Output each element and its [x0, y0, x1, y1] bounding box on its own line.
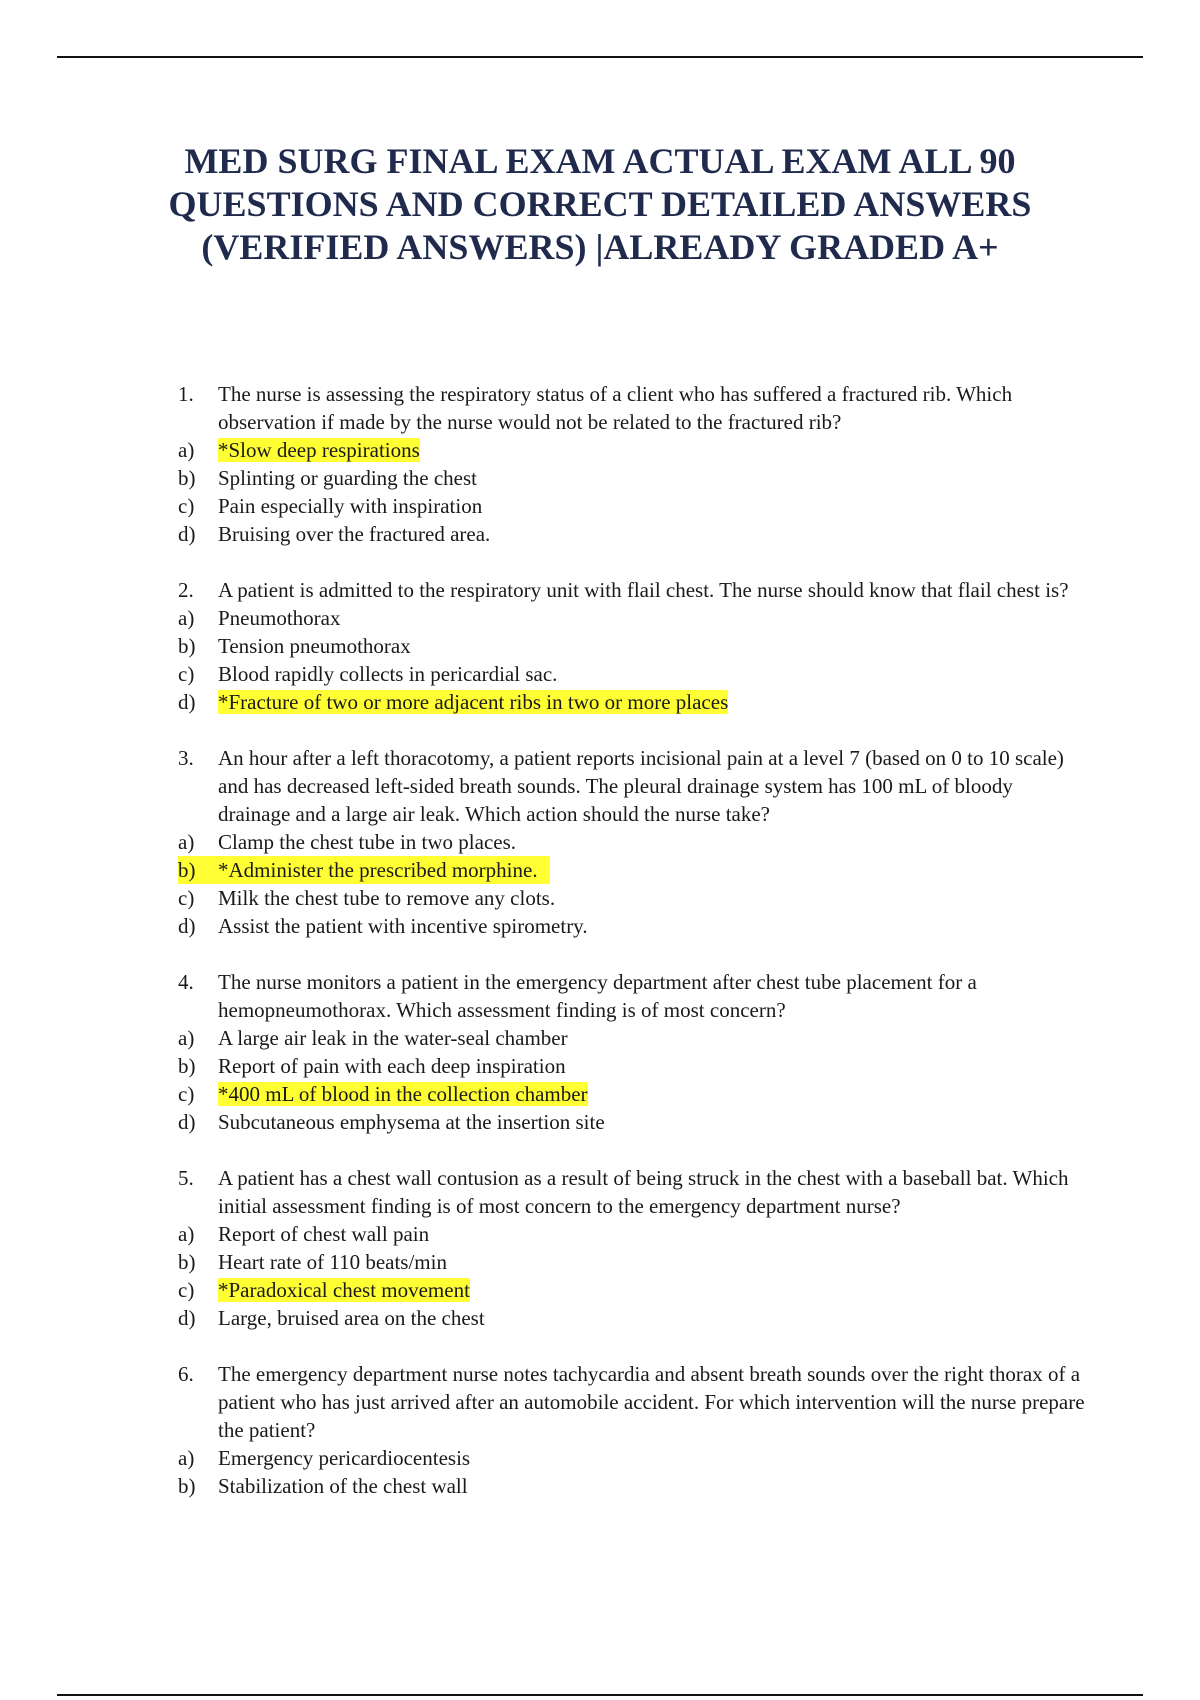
option-text: Pain especially with inspiration: [218, 494, 483, 518]
correct-answer-highlight: *400 mL of blood in the collection chamber: [218, 1082, 588, 1106]
answer-option: [178, 1444, 1088, 1472]
correct-answer-highlight: *Paradoxical chest movement: [218, 1278, 470, 1302]
option-text: Milk the chest tube to remove any clots.: [218, 886, 556, 910]
question-number: 1.: [178, 382, 194, 406]
option-text: Pneumothorax: [218, 606, 341, 630]
correct-answer-highlight: *Slow deep respirations: [218, 438, 420, 462]
option-text: Large, bruised area on the chest: [218, 1306, 485, 1330]
option-letter: d): [178, 1110, 196, 1134]
answer-option: [178, 884, 1088, 912]
option-text: Heart rate of 110 beats/min: [218, 1250, 447, 1274]
answer-options: [178, 1024, 1088, 1136]
answer-option: [178, 632, 1088, 660]
answer-option: [178, 436, 1088, 464]
answer-option: [178, 1220, 1088, 1248]
option-text: A large air leak in the water-seal chamber: [218, 1026, 568, 1050]
option-letter: c): [178, 1278, 195, 1302]
option-letter: d): [178, 522, 196, 546]
option-letter: a): [178, 438, 195, 462]
option-text: Clamp the chest tube in two places.: [218, 830, 517, 854]
option-letter: c): [178, 662, 195, 686]
question-text: A patient has a chest wall contusion as a result of being struck in the chest with a baseball bat. Which initial assessment finding is of most concern to the emergency department nurse?: [218, 1166, 1069, 1218]
question-text: The nurse is assessing the respiratory status of a client who has suffered a fractured rib. Which observation if made by the nurse would not be related to the fractured rib?: [218, 382, 1013, 434]
answer-option: [178, 1080, 1088, 1108]
option-letter: b): [178, 466, 196, 490]
option-letter: d): [178, 1306, 196, 1330]
question-1: [178, 380, 1088, 548]
question-stem: [178, 576, 1088, 604]
option-letter: d): [178, 914, 196, 938]
question-number: 3.: [178, 746, 194, 770]
question-stem: [178, 968, 1088, 1024]
question-6: [178, 1360, 1088, 1500]
option-text: Stabilization of the chest wall: [218, 1474, 468, 1498]
option-letter: c): [178, 1082, 195, 1106]
question-stem: [178, 1360, 1088, 1444]
question-5: [178, 1164, 1088, 1332]
answer-option: [178, 1276, 1088, 1304]
answer-options: [178, 436, 1088, 548]
option-letter: b): [178, 1054, 196, 1078]
question-number: 5.: [178, 1166, 194, 1190]
option-letter: d): [178, 690, 196, 714]
option-text: Tension pneumothorax: [218, 634, 411, 658]
answer-options: [178, 828, 1088, 940]
answer-options: [178, 604, 1088, 716]
answer-options: [178, 1220, 1088, 1332]
answer-option: [178, 828, 1088, 856]
option-letter: a): [178, 606, 195, 630]
correct-answer-option: [178, 856, 1088, 884]
option-letter: a): [178, 830, 195, 854]
question-text: The nurse monitors a patient in the emergency department after chest tube placement for a hemopneumothorax. Which assessment finding is of most concern?: [218, 970, 977, 1022]
option-text: Report of pain with each deep inspiration: [218, 1054, 566, 1078]
answer-option: [178, 688, 1088, 716]
option-letter: b): [178, 634, 196, 658]
option-letter: c): [178, 494, 195, 518]
title-line: QUESTIONS AND CORRECT DETAILED ANSWERS: [168, 184, 1032, 224]
correct-answer-highlight: *Fracture of two or more adjacent ribs in two or more places: [218, 690, 729, 714]
option-text: Splinting or guarding the chest: [218, 466, 477, 490]
answer-option: [178, 1052, 1088, 1080]
question-text: The emergency department nurse notes tachycardia and absent breath sounds over the right thorax of a patient who has just arrived after an automobile accident. For which intervention will the nurse prepare the patient?: [218, 1362, 1085, 1442]
option-letter: b): [178, 1474, 196, 1498]
question-stem: [178, 1164, 1088, 1220]
answer-option: [178, 464, 1088, 492]
question-stem: [178, 744, 1088, 828]
option-text: Bruising over the fractured area.: [218, 522, 491, 546]
option-letter: a): [178, 1026, 195, 1050]
option-text: Assist the patient with incentive spirometry.: [218, 914, 588, 938]
option-letter: a): [178, 1446, 195, 1470]
answer-option: [178, 520, 1088, 548]
option-text: Emergency pericardiocentesis: [218, 1446, 471, 1470]
title-line: (VERIFIED ANSWERS) |ALREADY GRADED A+: [201, 227, 999, 267]
question-4: [178, 968, 1088, 1136]
option-letter: b): [178, 1250, 196, 1274]
answer-option: [178, 604, 1088, 632]
option-letter: c): [178, 886, 195, 910]
option-text: Blood rapidly collects in pericardial sac.: [218, 662, 558, 686]
question-3: [178, 744, 1088, 940]
answer-options: [178, 1444, 1088, 1500]
answer-option: [178, 492, 1088, 520]
title-line: MED SURG FINAL EXAM ACTUAL EXAM ALL 90: [184, 141, 1016, 181]
question-stem: [178, 380, 1088, 436]
answer-option: [178, 912, 1088, 940]
answer-option: [178, 1108, 1088, 1136]
option-text: Subcutaneous emphysema at the insertion site: [218, 1110, 605, 1134]
question-text: An hour after a left thoracotomy, a patient reports incisional pain at a level 7 (based on 0 to 10 scale) and has decreased left-sided breath sounds. The pleural drainage system has 100 mL of bloody drainage and a large air leak. Which action should the nurse take?: [218, 746, 1064, 826]
answer-option: [178, 660, 1088, 688]
answer-option: [178, 1304, 1088, 1332]
answer-option: [178, 1024, 1088, 1052]
option-letter: b): [178, 858, 196, 882]
option-text: Report of chest wall pain: [218, 1222, 430, 1246]
question-text: A patient is admitted to the respiratory unit with flail chest. The nurse should know that flail chest is?: [218, 578, 1069, 602]
correct-answer-highlight: *Administer the prescribed morphine.: [218, 858, 538, 882]
question-list: [178, 380, 1088, 1528]
question-number: 2.: [178, 578, 194, 602]
bottom-rule: [57, 1694, 1143, 1696]
answer-option: [178, 1248, 1088, 1276]
document-title: [100, 140, 1100, 269]
question-2: [178, 576, 1088, 716]
question-number: 4.: [178, 970, 194, 994]
question-number: 6.: [178, 1362, 194, 1386]
answer-option: [178, 1472, 1088, 1500]
option-letter: a): [178, 1222, 195, 1246]
top-rule: [57, 56, 1143, 58]
